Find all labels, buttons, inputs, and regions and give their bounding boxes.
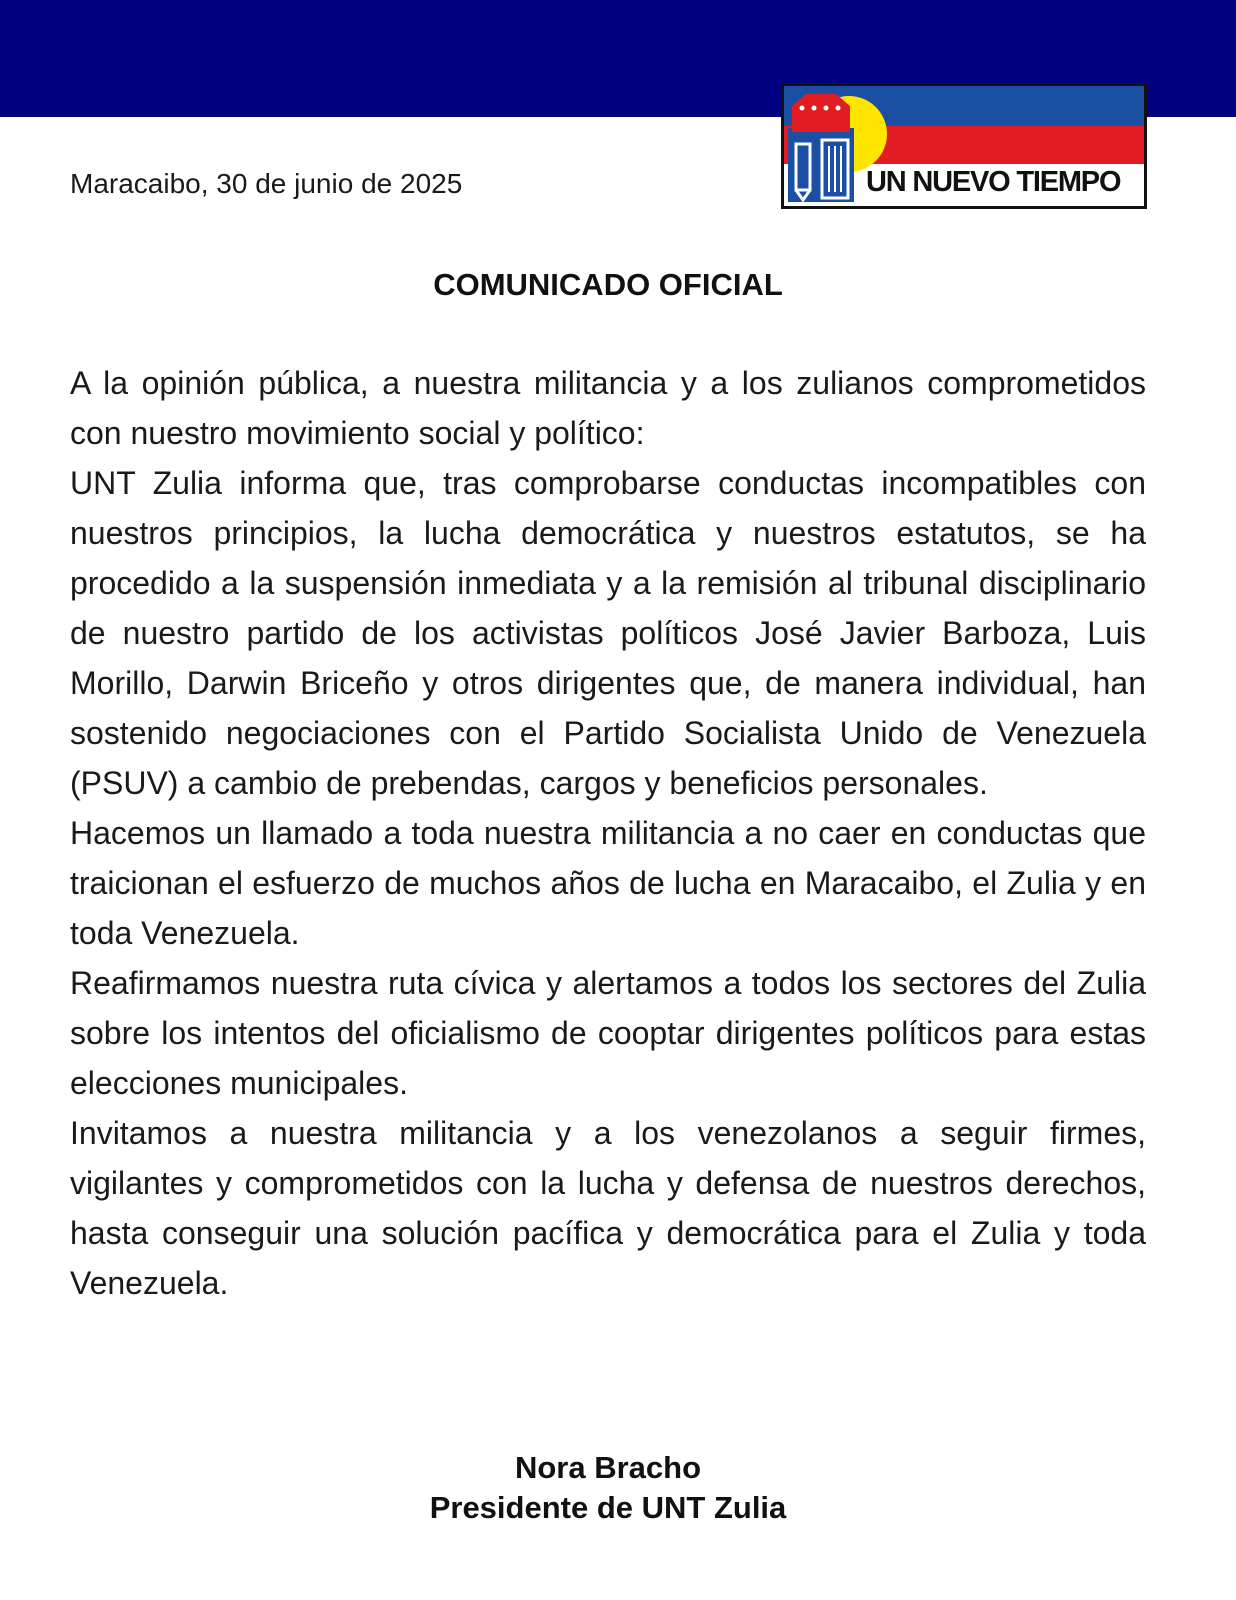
document-date: Maracaibo, 30 de junio de 2025 [70,168,463,199]
document-body [70,358,1146,1308]
signature-block [70,1448,1146,1528]
paragraph-2: UNT Zulia informa que, tras comprobarse conductas incompatibles con nuestros principios, la lucha democrática y nuestros estatutos, se ha procedido a la suspensión inmediata y a la remisión al tribunal disciplinario de nuestro partido de los activistas políticos José Javier Barboza, Luis Morillo, Darwin Briceño y otros dirigentes que, de manera individual, han sostenido negociaciones con el Partido Socialista Unido de Venezuela (PSUV) a cambio de prebendas, cargos y beneficios personales. [70,465,1146,801]
paragraph-5: Invitamos a nuestra militancia y a los venezolanos a seguir firmes, vigilantes y comprometidos con la lucha y defensa de nuestros derechos, hasta conseguir una solución pacífica y democrática para el Zulia y toda Venezuela. [70,1115,1146,1301]
logo-wordmark: UN NUEVO TIEMPO [866,166,1121,198]
signatory-name: Nora Bracho [514,1450,702,1485]
party-logo [781,83,1147,209]
paragraph-4: Reafirmamos nuestra ruta cívica y alertamos a todos los sectores del Zulia sobre los intentos del oficialismo de cooptar dirigentes políticos para estas elecciones municipales. [70,965,1146,1101]
signatory-role: Presidente de UNT Zulia [429,1490,787,1525]
paragraph-1: A la opinión pública, a nuestra militancia y a los zulianos comprometidos con nuestro movimiento social y político: [70,365,1146,451]
paragraph-3: Hacemos un llamado a toda nuestra militancia a no caer en conductas que traicionan el esfuerzo de muchos años de lucha en Maracaibo, el Zulia y en toda Venezuela. [70,815,1146,951]
document-title: COMUNICADO OFICIAL [433,267,783,302]
